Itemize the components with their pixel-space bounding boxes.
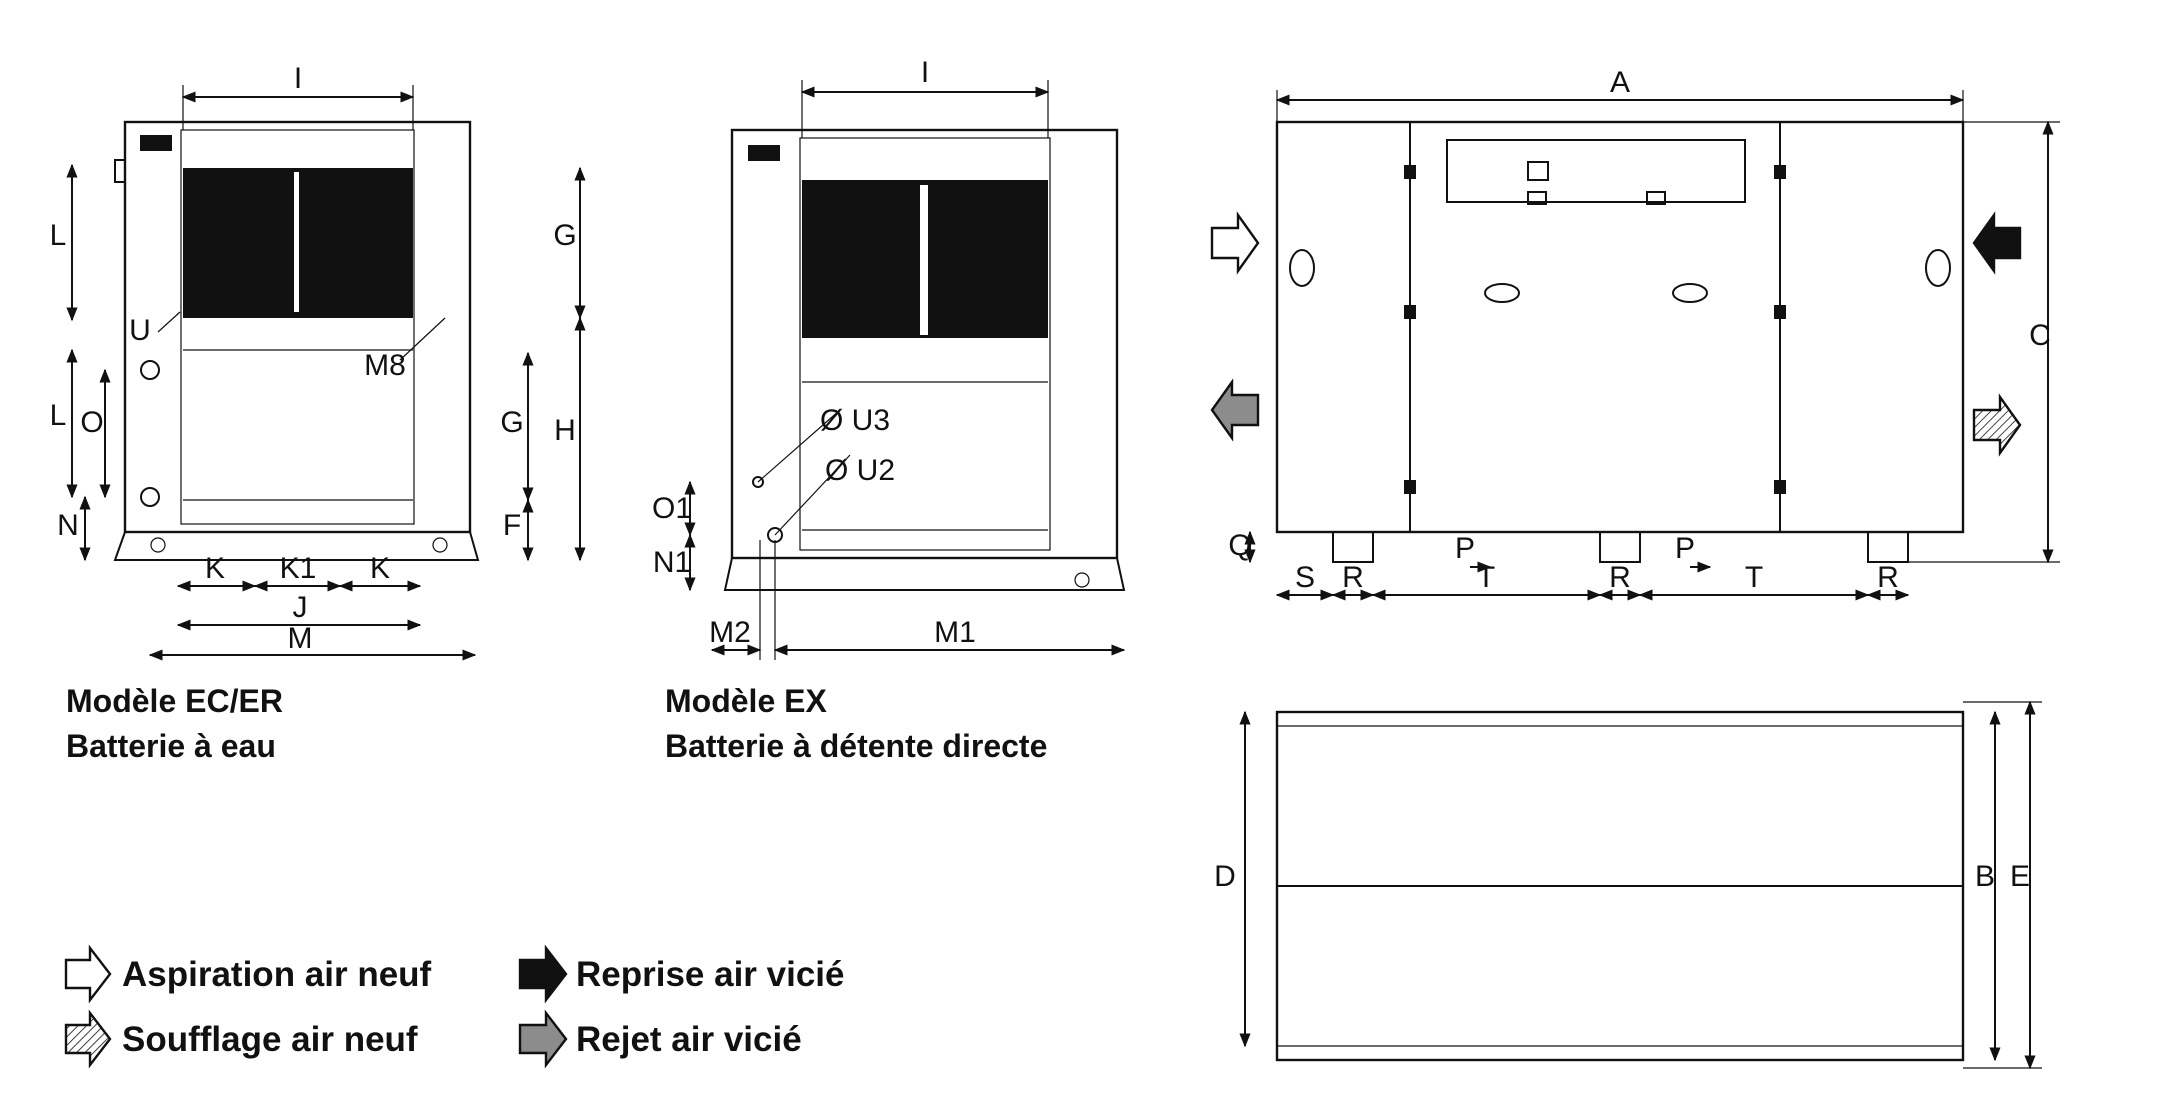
front-dim-R2: R	[1609, 561, 1631, 594]
view-top	[1214, 702, 2042, 1068]
legend-fresh-supply-label: Soufflage air neuf	[122, 1020, 418, 1059]
ex-dim-M1: M1	[934, 616, 976, 649]
fresh-intake-arrow-icon	[1212, 215, 1258, 271]
top-dim-D: D	[1214, 860, 1236, 893]
exhaust-arrow-icon	[1212, 382, 1258, 438]
foot-left	[1333, 532, 1373, 562]
legend-exhaust-icon	[520, 1013, 566, 1065]
ec-dim-K1: K1	[279, 552, 317, 585]
top-dim-E: E	[2009, 860, 2031, 893]
ex-dim-O1: O1	[651, 492, 693, 525]
ec-dim-F: F	[502, 509, 522, 542]
legend-fresh-intake-icon	[66, 948, 110, 1000]
view-front	[1212, 66, 2060, 595]
front-dim-Q: Q	[1228, 529, 1252, 562]
legend-extract-return-label: Reprise air vicié	[576, 955, 845, 994]
extract-return-arrow-icon	[1974, 215, 2020, 271]
legend-fresh-supply-icon	[66, 1013, 110, 1065]
front-dim-C: C	[2029, 319, 2051, 352]
legend-extract-return-icon	[520, 948, 566, 1000]
front-dim-T2: T	[1744, 561, 1764, 594]
ec-dim-L-top: L	[49, 219, 67, 252]
ex-base	[725, 558, 1124, 590]
ec-dim-M: M	[287, 622, 313, 655]
ec-model-subtitle: Batterie à eau	[66, 728, 276, 764]
view-ec-er	[50, 62, 580, 764]
front-dim-P1: P	[1454, 532, 1476, 565]
foot-right	[1868, 532, 1908, 562]
front-dim-P2: P	[1674, 532, 1696, 565]
view-ex	[652, 56, 1124, 764]
front-dim-T1: T	[1476, 561, 1496, 594]
ex-dim-M2: M2	[709, 616, 751, 649]
ec-dim-K-right: K	[369, 552, 391, 585]
top-dim-B: B	[1974, 860, 1996, 893]
ec-dim-G-top: G	[553, 219, 577, 252]
front-dim-S: S	[1294, 561, 1316, 594]
ec-coil-divider	[294, 172, 299, 312]
fresh-supply-arrow-icon	[1974, 397, 2020, 453]
ec-model-title: Modèle EC/ER	[66, 683, 283, 719]
ex-dim-U2: Ø U2	[825, 454, 896, 487]
ec-dim-H: H	[554, 414, 576, 447]
ex-dim-I: I	[920, 56, 930, 89]
ex-coil-divider	[920, 185, 928, 335]
ec-dim-U: U	[129, 314, 151, 347]
ex-dim-U3: Ø U3	[820, 404, 891, 437]
ec-dim-G-bottom: G	[500, 406, 524, 439]
foot-middle	[1600, 532, 1640, 562]
ec-dim-N: N	[57, 509, 79, 542]
front-dim-R3: R	[1877, 561, 1899, 594]
front-dim-R1: R	[1342, 561, 1364, 594]
legend	[66, 948, 845, 1065]
ec-terminal-block	[140, 135, 172, 151]
ex-model-subtitle: Batterie à détente directe	[665, 728, 1048, 764]
ec-dim-I: I	[293, 62, 303, 95]
ex-terminal-block	[748, 145, 780, 161]
ec-dim-L-bottom: L	[49, 399, 67, 432]
ec-dim-J: J	[292, 591, 308, 624]
ex-dim-N1: N1	[652, 546, 692, 579]
ec-dim-K-left: K	[204, 552, 226, 585]
ex-model-title: Modèle EX	[665, 683, 827, 719]
front-dim-A: A	[1609, 66, 1631, 99]
ec-dim-O: O	[80, 406, 104, 439]
ec-dim-M8: M8	[364, 349, 406, 382]
legend-exhaust-label: Rejet air vicié	[576, 1020, 802, 1059]
front-cabinet	[1277, 122, 1963, 532]
legend-fresh-intake-label: Aspiration air neuf	[122, 955, 432, 994]
